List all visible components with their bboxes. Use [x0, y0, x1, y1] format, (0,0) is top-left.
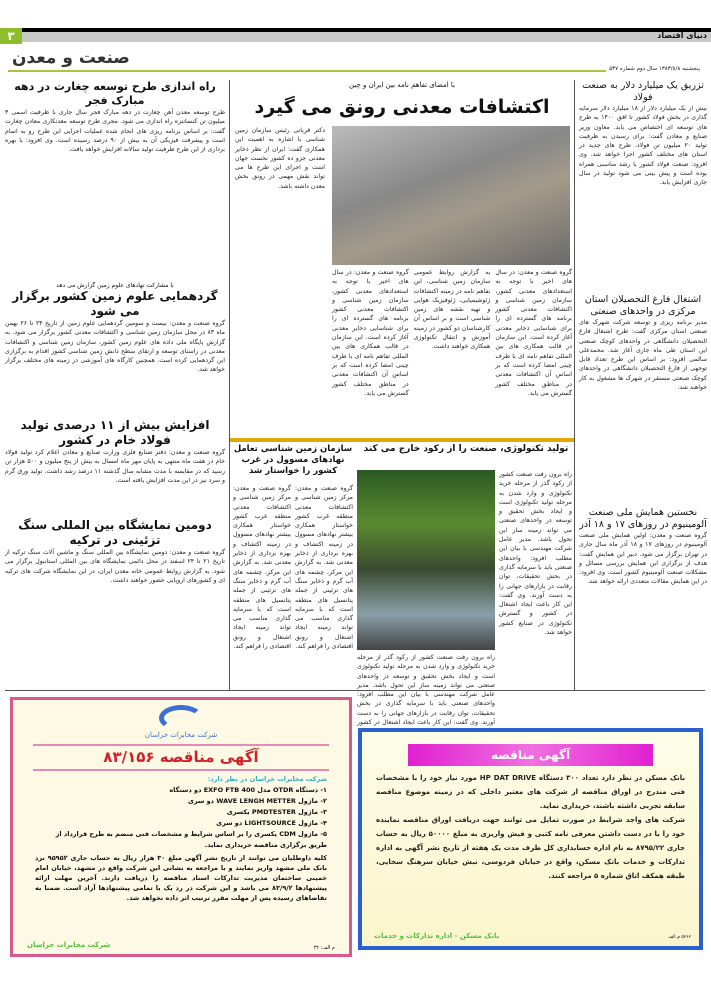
article-headline: راه اندازی طرح توسعه چغارت در دهه مبارک فجر	[14, 80, 216, 107]
article-body: مدیر برنامه ریزی و توسعه شرکت شهرک های صنعتی استان مرکزی گفت: طرح اشتغال فارغ التحصیلان دانشگاهی در واحدهای کوچک صنعتی این استان طی ماه جاری آغاز شد. محمدعلی سالمی افزود: بر اساس این طرح تعداد قابل توجهی از فارغ التحصیلان دانشگاهی در واحدهای کوچک صنعتی مستقر در شهرک ها مشغول به کار خواهند شد.	[579, 319, 707, 392]
article-headline: افزایش بیش از ۱۱ درصدی تولید فولاد خام در کشور	[20, 418, 210, 447]
main-kicker: با امضای تفاهم نامه بین ایران و چین	[349, 81, 455, 89]
article-body: بیش از یک میلیارد دلار از ۱۸ میلیارد دلار سرمایه گذاری در بخش فولاد کشور تا افق ۱۴۰۰ به طرح های توسعه ای اختصاص می یابد. معاون وزیر صنایع و معادن گفت: برای رسیدن به ظرفیت تولید ۲۰ میلیون تن فولاد، طرح های جدید در استان های مختلف کشور اجرا خواهد شد. وی افزود: صنعت فولاد کشور با رشد مناسبی همراه بوده است و پیش بینی می شود تولید در سال جاری افزایش یابد.	[579, 105, 707, 187]
company-name: شرکت مخابرات خراسان	[144, 731, 218, 739]
column-divider	[229, 80, 230, 690]
quarry-photo	[332, 126, 570, 265]
article-body: گروه صنعت و معدن: اولین همایش ملی صنعت آلومینیوم در روزهای ۱۷ و ۱۸ آذر ماه سال جاری در تهران برگزار می شود. دبیر این همایش گفت: هدف از برگزاری این همایش بررسی مسائل و مشکلات صنعت آلومینیوم کشور است. وی افزود: در این همایش مقالات متعددی ارائه خواهد شد.	[579, 532, 707, 586]
masthead-logo: دنیای اقتصاد	[657, 31, 707, 40]
article-body: راه برون رفت صنعت کشور از رکود گذر از مرحله خرید تکنولوژی و وارد شدن به مرحله تولید تکنولوژی است و ایجاد بخش تحقیق و توسعه در واحدهای صنعتی می تواند زمینه ساز این تحول باشد. مدیر عامل شرکت مهندسی با بیان این مطلب افزود: واحدهای صنعتی باید با سرمایه گذاری در بخش تحقیقات، توان رقابت در بازارهای جهانی را به دست آورند. وی گفت: این کار باعث ایجاد اشتغال در کشور و گسترش تکنولوژی در صنایع کشور خواهد شد.	[499, 471, 572, 637]
geo-headline: سازمان زمین شناسی تعامل نهادهای مسوول در غرب کشور را خواستار شد	[233, 444, 353, 476]
dateline: پنجشنبه ۱۳۸۳/۸/۸ سال دوم شماره ۵۳۷	[606, 66, 703, 72]
article-body: گروه صنعت و معدن: بیست و سومین گردهمایی علوم زمین از تاریخ ۲۴ تا ۲۶ بهمن ماه ۸۳ در محل سازمان زمین شناسی و اکتشافات معدنی کشور برگزار می شود. به گزارش پایگاه ملی داده های علوم زمین کشور، سازمان زمین شناسی و اکتشافات معدنی در راستای توسعه و ارتقای سطح دانش زمین شناسی کشور اقدام به برگزاری این گردهمایی کرده است. همچنین کارگاه های آموزشی در زمینه های مختلف برگزار خواهد شد.	[5, 320, 225, 374]
article-body: طرح توسعه معدن آهن چغارت در دهه مبارک فجر سال جاری با ظرفیت اسمی ۳ میلیون تن کنسانتره راه اندازی می شود. مجری طرح توسعه معدنکاری معادن چغارت گفت: بر اساس برنامه ریزی های انجام شده عملیات اجرایی این طرح رو به اتمام است و پیشرفت فیزیکی آن به بیش از ۹۰ درصد رسیده است. وی افزود: با بهره برداری از این طرح ظرفیت تولید سالانه افزایش خواهد یافت.	[5, 109, 226, 154]
geo-text-cols	[233, 484, 353, 687]
ad-body: کلیه داوطلبان می توانند از تاریخ نشر آگهی مبلغ ۳۰ هزار ریال به حساب جاری ۹۵۹۵۲ نزد بانک ملی مشهد واریز نمایند و با مراجعه به نشانی این شرکت واقع در مشهد، خیابان امام خمینی ساختمان مدیریت تدارکات اسناد مناقصه را دریافت دارند. آخرین مهلت ارائه پیشنهادها ۸۳/۹/۲ می باشد و این شرکت در رد یک یا تمامی پیشنهادها آزاد است. ضمنا به تقاضاهای رسیده پس از مهلت مقرر ترتیب اثر داده نخواهد شد.	[35, 854, 328, 902]
main-text-col	[235, 126, 325, 434]
article-body: گروه صنعت و معدن: در سال های اخیر با توجه به استعدادهای معدنی کشور، سازمان زمین شناسی و اکتشافات معدنی کشور برنامه های گسترده ای را برای شناسایی ذخایر معدنی آغاز کرده است. این سازمان در قالب همکاری های بین المللی تفاهم نامه ای با طرف چینی امضا کرده است که بر اساس آن اکتشافات معدنی در مناطق مختلف کشور گسترش می یابد.	[495, 269, 572, 397]
page-number: ۳	[0, 28, 22, 44]
ad-intro: شرکت مخابرات خراسان در نظر دارد:	[207, 775, 327, 783]
main-headline: اکتشافات معدنی رونق می گیرد	[254, 96, 550, 118]
article-headline: تزریق یک میلیارد دلار به صنعت فولاد	[582, 80, 704, 103]
khorasan-tender-ad	[10, 697, 352, 957]
article-body: گروه صنعت و معدن: دومین نمایشگاه بین المللی سنگ و ماشین آلات سنگ ترکیه از تاریخ ۲۱ تا ۲۴ اسفند در محل دائمی نمایشگاه های بین المللی استانبول برگزار می شود. به گزارش روابط عمومی خانه معدن ایران، در این نمایشگاه شرکت های ترکیه ای و کشورهای اروپایی حضور خواهند داشت.	[5, 549, 226, 584]
article-headline: نخستین همایش ملی صنعت آلومینیوم در روزهای ۱۷ و ۱۸ آذر	[579, 507, 707, 530]
divider	[8, 70, 698, 72]
factory-photo	[357, 470, 495, 650]
divider	[5, 690, 705, 691]
article-headline: دومین نمایشگاه بین المللی سنگ تزئینی در ترکیه	[18, 518, 212, 547]
article-body: گروه صنعت و معدن: مرکز زمین شناسی و اکتشافات معدنی منطقه غرب کشور خواستار همکاری بیشتر نهادهای مسوول در زمینه اکتشاف و بهره برداری از ذخایر معدنی شد. به گزارش این مرکز، چشمه های آب گرم و ذخایر سنگ های تزئینی از جمله پتانسیل های منطقه است که با سرمایه گذاری مناسب می تواند زمینه ایجاد اشتغال و رونق اقتصادی را فراهم کند.	[295, 485, 353, 651]
article-body: گروه صنعت و معدن: در سال های اخیر با توجه به استعدادهای معدنی کشور، سازمان زمین شناسی و اکتشافات معدنی کشور برنامه های گسترده ای را برای شناسایی ذخایر معدنی آغاز کرده است. این سازمان در قالب همکاری های بین المللی تفاهم نامه ای با طرف چینی امضا کرده است که بر اساس آن اکتشافات معدنی در مناطق مختلف کشور گسترش می یابد.	[331, 269, 409, 397]
ad-signature: شرکت مخابرات خراسان	[27, 941, 111, 949]
tech-headline: تولید تکنولوژی، صنعت را از رکود خارج می کند	[363, 444, 569, 454]
main-text-cols	[332, 268, 572, 434]
column-divider	[574, 80, 575, 690]
article-headline: گردهمایی علوم زمین کشور برگزار می شود	[12, 289, 218, 318]
ad-paragraph: بانک مسکن در نظر دارد تعداد ۳۰۰ دستگاه HP DAT DRIVE مورد نیاز خود را با مشخصات فنی مندرج در اوراق مناقصه از شرکت های معتبر داخلی که در زمینه موضوع مناقصه سابقه تجربی داشته باشند، خریداری نماید.	[376, 774, 685, 810]
article-body: دکتر قربانی رئیس سازمان زمین شناسی با اشاره به اهمیت این همکاری گفت: ایران از نظر ذخایر معدنی جزو ده کشور نخست جهان است و اجرای این طرح ها می تواند نقش مهمی در رونق بخش معدن داشته باشد.	[235, 127, 325, 190]
ad-item: ۳- ماژول PMDTESTER یکسری	[226, 808, 327, 816]
right-column	[579, 80, 707, 690]
ad-title-band	[33, 744, 329, 771]
section-title: صنعت و معدن	[12, 48, 130, 68]
ad-item: ۱- دستگاه OTDR مدل EXFO FTB 400 دو دستگاه	[169, 786, 327, 794]
left-column	[5, 80, 225, 690]
header-bar	[22, 28, 711, 42]
article-body: به گزارش روابط عمومی سازمان زمین شناسی، این تفاهم نامه در زمینه اکتشافات ژئوشیمیایی، ژئوفیزیک هوایی و تهیه نقشه های زمین شناسی است و بر اساس آن کارشناسان دو کشور در زمینه آموزش و انتقال تکنولوژی همکاری خواهند داشت.	[413, 269, 491, 351]
ad-title: آگهی مناقصه ۸۳/۱۵۶	[103, 748, 259, 766]
ad-code: ۵۲۶۲ م الف	[668, 935, 691, 940]
ad-title: آگهی مناقصه	[408, 744, 653, 766]
ad-code: م الف: ۳۲	[313, 945, 335, 951]
article-body: گروه صنعت و معدن: دفتر صنایع فلزی وزارت صنایع و معادن اعلام کرد تولید فولاد خام در هفت ماه منتهی به پایان مهر ماه امسال به بیش از پنج میلیون و ۵۰۰ هزار تن رسید که در مقایسه با مدت مشابه سال گذشته ۱۱ درصد رشد داشت. تولید ورق گرم و سرد نیز در این مدت افزایش یافته است.	[5, 449, 226, 484]
ad-item: ۵- ماژول CDM یکسری را بر اساس شرایط و مشخصات فنی منضم به طرح قرارداد از طریق برگزاری مناقصه خریداری نماید.	[55, 830, 327, 849]
ad-item: ۴- ماژول LIGHTSOURCE دو سری	[216, 819, 327, 827]
ad-paragraph: شرکت های واجد شرایط در صورت تمایل می توانند جهت دریافت اوراق مناقصه نماینده خود را با در دست داشتن معرفی نامه کتبی و فیش واریزی به مبلغ ۵۰۰۰۰ ریال به حساب جاری ۸۷۹۵/۲۲ به نام اداره حسابداری کل ظرف مدت یک هفته از تاریخ نشر آگهی به اداره تدارکات و خدمات بانک مسکن، واقع در خیابان فردوسی، نبش خیابان سرهنگ سخایی، طبقه همکف اتاق شماره ۵ مراجعه کنند.	[376, 816, 685, 880]
telecom-logo-icon	[159, 705, 203, 731]
article-body: راه برون رفت صنعت کشور از رکود گذر از مرحله خرید تکنولوژی و وارد شدن به مرحله تولید تکنولوژی است و ایجاد بخش تحقیق و توسعه در واحدهای صنعتی می تواند زمینه ساز این تحول باشد. مدیر عامل شرکت مهندسی با بیان این مطلب افزود: واحدهای صنعتی باید با سرمایه گذاری در بخش تحقیقات، توان رقابت در بازارهای جهانی را به دست آورند. وی گفت: این کار باعث ایجاد اشتغال در کشور	[357, 654, 495, 727]
ad-signature: بانک مسکن - اداره تدارکات و خدمات	[374, 932, 500, 940]
ad-item: ۲- ماژول WAVE LENGH METTER دو سری	[187, 797, 327, 805]
divider	[230, 438, 574, 442]
article-headline: اشتغال فارغ التحصیلان استان مرکزی در واحدهای صنعتی	[584, 294, 702, 317]
article-kicker: با مشارکت نهادهای علوم زمین گزارش می دهد	[56, 282, 174, 289]
maskan-tender-ad	[358, 728, 703, 950]
article-body: گروه صنعت و معدن: مرکز زمین شناسی و اکتشافات معدنی منطقه غرب کشور خواستار همکاری بیشتر نهادهای مسوول در زمینه اکتشاف و بهره برداری از ذخایر معدنی شد. به گزارش این مرکز، چشمه های آب گرم و ذخایر سنگ های تزئینی از جمله پتانسیل های منطقه است که با سرمایه گذاری مناسب می تواند زمینه ایجاد اشتغال و رونق اقتصادی را فراهم کند.	[233, 485, 291, 651]
